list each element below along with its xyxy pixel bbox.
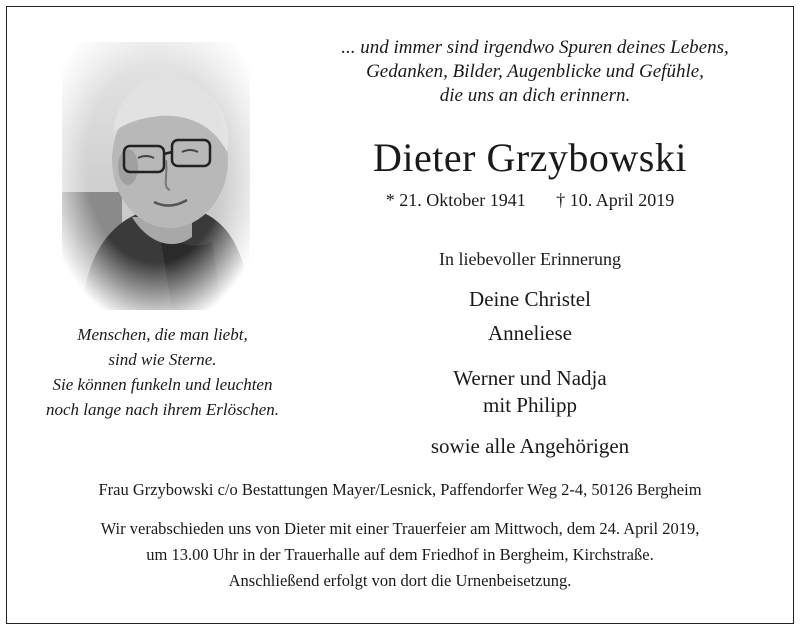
mourner-name: sowie alle Angehörigen (430, 434, 630, 458)
birth-date: * 21. Oktober 1941 (385, 190, 526, 210)
epigraph-line: Gedanken, Bilder, Augenblicke und Gefühle, (366, 61, 704, 82)
poem-line: Menschen, die man liebt, (77, 325, 248, 344)
funeral-details (14, 516, 786, 594)
death-date: † 10. April 2019 (556, 190, 675, 210)
funeral-line: Wir verabschieden uns von Dieter mit einer Trauerfeier am Mittwoch, dem 24. April 2019, (100, 519, 700, 538)
funeral-line: um 13.00 Uhr in der Trauerhalle auf dem Friedhof in Bergheim, Kirchstraße. (146, 545, 654, 564)
deceased-name: Dieter Grzybowski (373, 135, 687, 180)
life-dates (300, 190, 760, 211)
epigraph-line: die uns an dich erinnern. (439, 85, 631, 106)
memory-line: In liebevoller Erinnerung (439, 249, 621, 269)
poem-line: Sie können funkeln und leuchten (52, 375, 273, 394)
mourner-name: Werner und Nadja (453, 366, 607, 390)
epigraph-quote (300, 36, 770, 108)
funeral-line: Anschließend erfolgt von dort die Urnenbeisetzung. (228, 571, 572, 590)
portrait-photo (62, 42, 250, 310)
mourner-name: Deine Christel (469, 287, 591, 311)
epigraph-line: ... und immer sind irgendwo Spuren deines Lebens, (341, 37, 729, 58)
poem-quote (30, 322, 295, 422)
mourners-list (300, 284, 760, 460)
contact-address: Frau Grzybowski c/o Bestattungen Mayer/Lesnick, Paffendorfer Weg 2-4, 50126 Bergheim (98, 480, 702, 499)
poem-line: noch lange nach ihrem Erlöschen. (45, 400, 280, 419)
mourner-name: Anneliese (488, 321, 572, 345)
poem-line: sind wie Sterne. (108, 350, 217, 369)
mourner-name: mit Philipp (483, 393, 577, 417)
